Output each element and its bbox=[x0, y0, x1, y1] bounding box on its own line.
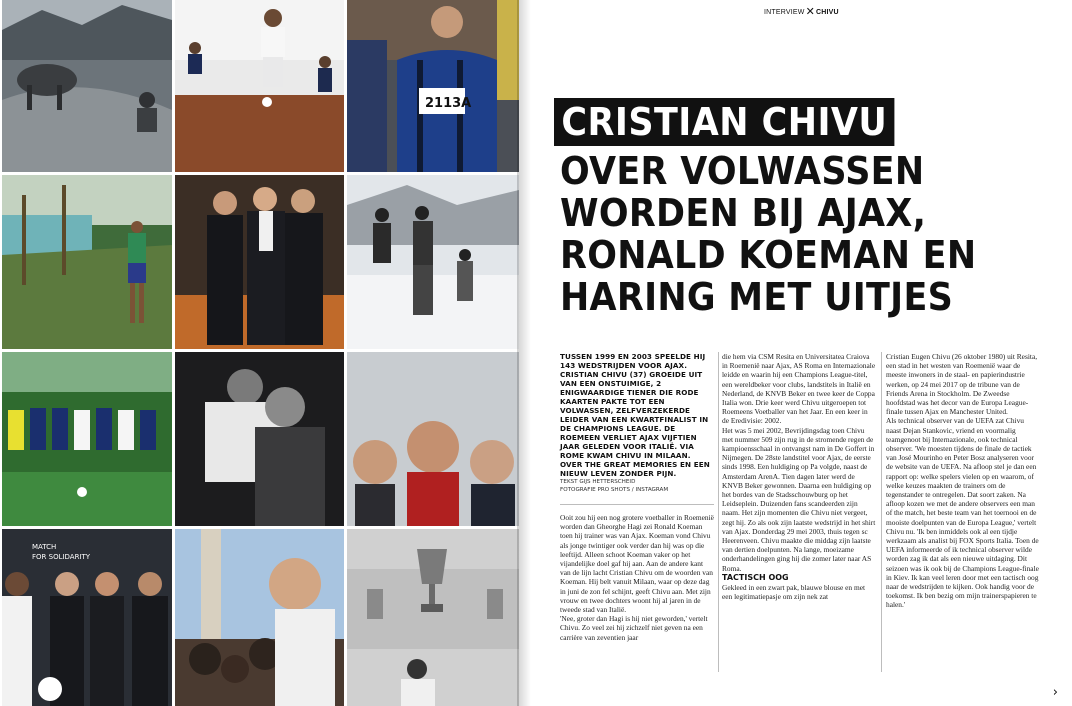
photo-ski-family bbox=[347, 175, 519, 349]
body-paragraph: Gekleed in een zwart pak, blauwe blouse en met een legitimatiepasje om zijn nek zat bbox=[722, 582, 866, 602]
credit-photo: FOTOGRAFIE PRO SHOTS / INSTAGRAM bbox=[560, 487, 669, 493]
column-divider bbox=[718, 352, 719, 672]
photo-marathon-runner bbox=[347, 0, 519, 172]
subheading: TACTISCH OOG bbox=[722, 572, 789, 582]
body-paragraph: 'Nee, groter dan Hagi is hij niet geworden,' vertelt Chivu. Zo veel zei hij zichzelf niet geven na een carrière van zeventien jaar bbox=[560, 614, 708, 642]
photo-collage bbox=[0, 0, 519, 706]
svg-text:MATCH: MATCH bbox=[32, 543, 57, 551]
section-subject: CHIVU bbox=[816, 9, 839, 16]
photo-suits-mourinho bbox=[175, 175, 344, 349]
body-paragraph: Het was 5 mei 2002, Bevrijdingsdag toen Chivu met nummer 509 zijn rug in de stromende regen de kampioensschaal in ontvangst nam in De Goffert in Nijmegen. De 28ste landstitel voor Ajax, de eerste sinds 1998. Een huldiging op Pa volgde, naast de Amsterdam ArenA. Tien dagen later werd de KNVB Beker gewonnen. Daarna een huldiging op het bordes van de Stadsschouwburg op het Leidseplein. Duizenden fans scandeerden zijn naam. Het zijn momenten die Chivu niet vergeet, zegt hij. Zo als ook zijn laatste wedstrijd in het shirt van Ajax. Donderdag 29 mei 2003, thuis tegen sc Heerenveen. Chivu maakte die middag zijn laatste van dertien doelpunten. Na lange, moeizame onderhandelingen ging hij die zomer later naar AS Roma. bbox=[722, 425, 876, 573]
article-name-title: CRISTIAN CHIVU bbox=[554, 98, 895, 146]
section-kicker bbox=[764, 5, 839, 18]
photo-trophies bbox=[347, 529, 519, 706]
headline-line: OVER VOLWASSEN bbox=[560, 149, 925, 193]
body-paragraph: Cristian Eugen Chivu (26 oktober 1980) uit Resita, een stad in het westen van Roemenië waar de meeste inwoners in de staal- en papierindustrie werken, op 24 mei 2017 op de tribune van de Friends Arena in Stockholm. De Zweedse hoofdstad was het decor van de Europa League-finale tussen Ajax en Manchester United. bbox=[886, 352, 1038, 417]
body-paragraph: Ooit zou hij een nog grotere voetballer in Roemenië worden dan Gheorghe Hagi zei Ronald Koeman toen hij trainer was van Ajax. Koeman vond Chivu als jonge twintiger ook verder dan hij was op die leeftijd. Alleen schoot Koeman vaker op het vijandelijke doel gaf hij aan. Aan de andere kant van de lijn lacht Cristian Chivu om de woorden van Koeman. Hij belt vanuit Milaan, waar op deze dag in juni de zon fel schijnt, geeft Chivu aan. Met zijn vrouw en twee dochters woont hij al jaren in de tweede stad van Italië. bbox=[560, 513, 714, 615]
next-page-arrow-icon[interactable]: › bbox=[1052, 685, 1058, 700]
photo-match-for-solidarity bbox=[2, 529, 172, 706]
photo-family-selfie bbox=[175, 529, 344, 706]
photo-football-team bbox=[2, 352, 172, 526]
svg-text:FOR SOLIDARITY: FOR SOLIDARITY bbox=[32, 553, 91, 561]
cross-icon: ✕ bbox=[805, 6, 815, 18]
headline-line: HARING MET UITJES bbox=[560, 275, 954, 319]
body-paragraph: Als technical observer van de UEFA zat Chivu naast Dejan Stankovic, vriend en voormalig teamgenoot bij Internazionale, ook technical observer. 'We moesten tijdens de finale de tactiek van José Mourinho en Peter Bosz analyseren voor de website van de UEFA. Na afloop stel je dan een rapport op: welke spelers vielen op en waarom, of welke keuzes maakten de trainers om de tegenstander te ontregelen. Dat soort zaken. Na afloop kozen we met de andere observers een man of the match, het beste team van het toernooi en de mooiste doelpunten van de Europa League,' vertelt Chivu nu. 'Ik ben inmiddels ook al een tijdje werkzaam als analist bij FOX Sports Italia. Toen de UEFA informeerde of ik technical observer wilde worden zag ik dat als een nieuwe uitdaging. Dit seizoen was ik ook bij de Champions League-finale in Kiev. Ik kan veel leren door met een tactisch oog naar de wedstrijden te kijken. Ook handig voor de toekomst. Ik ben bezig om mijn trainerspapieren te halen.' bbox=[886, 416, 1039, 610]
column-3 bbox=[886, 352, 1040, 610]
credit-text: TEKST GIJS HETTERSCHEID bbox=[560, 479, 636, 485]
section-label: INTERVIEW bbox=[764, 9, 805, 16]
article-page bbox=[536, 0, 1072, 706]
column-1 bbox=[560, 352, 714, 642]
photo-kids-football bbox=[175, 0, 344, 172]
column-2 bbox=[722, 352, 876, 601]
article-columns bbox=[560, 352, 1056, 692]
svg-text:2113A: 2113A bbox=[425, 96, 472, 111]
headline-line: WORDEN BIJ AJAX, bbox=[560, 191, 927, 235]
article-intro: TUSSEN 1999 EN 2003 SPEELDE HIJ 143 WEDSTRIJDEN VOOR AJAX. CRISTIAN CHIVU (37) GROEIDE UIT VAN EEN ONSTUIMIGE, 2 ENIGWAARDIGE TIENER DIE RODE KAARTEN PAKTE TOT EEN VOLWASSEN, ZELFVERZEKERDE LEIDER VAN EEN KWARTFINALIST IN DE CHAMPIONS LEAGUE. DE ROEMEEN VERLIET AJAX VIJFTIEN JAAR GELEDEN VOOR ITALIË. VIA ROME KWAM CHIVU IN MILAAN. OVER THE GREAT MEMORIES EN EEN NIEUW LEVEN ZONDER PIJN. bbox=[560, 352, 710, 478]
divider bbox=[560, 504, 714, 505]
headline-line: RONALD KOEMAN EN bbox=[560, 233, 977, 277]
article-headline bbox=[560, 150, 1060, 318]
body-paragraph: die hem via CSM Resita en Universitatea Craiova in Roemenië naar Ajax, AS Roma en Internazionale leidde en waarin hij een Champions League-titel, een wereldbeker voor clubs, landstitels in Italië en Nederland, de KNVB Beker en twee keer de Coppa Italia won. Drie keer werd Chivu uitgeroepen tot Roemeens Voetballer van het Jaar. En een keer in de Eredivisie: 2002. bbox=[722, 352, 876, 426]
photo-beach-palm bbox=[2, 175, 172, 349]
photo-trio-selfie bbox=[347, 352, 519, 526]
column-divider bbox=[881, 352, 882, 672]
photo-embrace bbox=[175, 352, 344, 526]
page-gutter bbox=[517, 0, 537, 706]
photo-mountain-donkey bbox=[2, 0, 172, 172]
